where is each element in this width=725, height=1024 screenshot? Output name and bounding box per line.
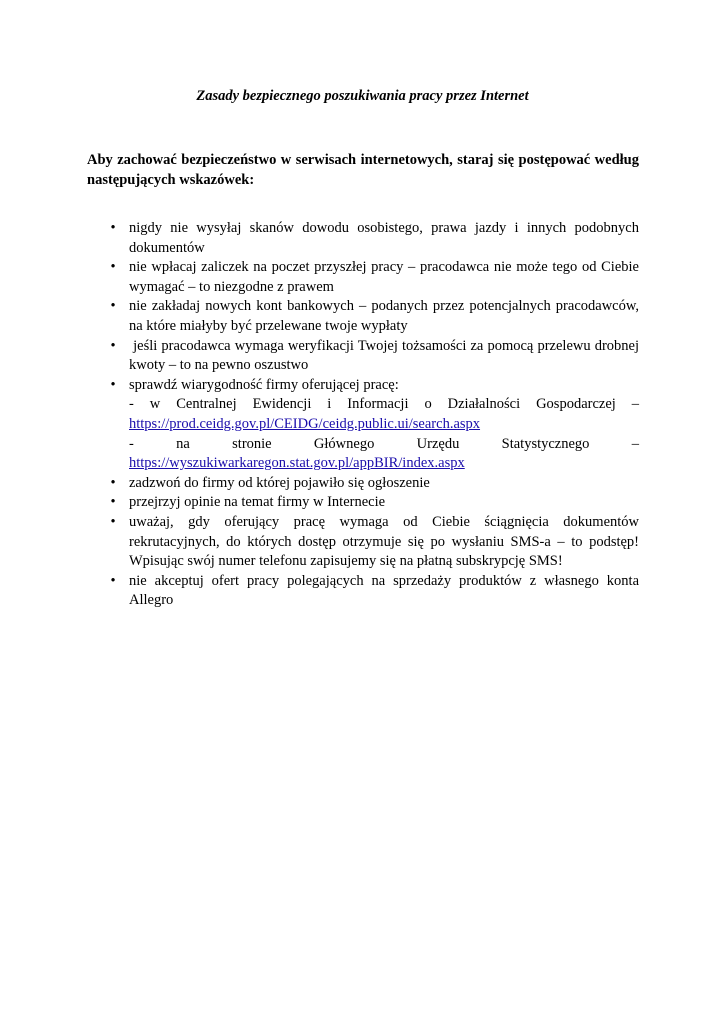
intro-paragraph: Aby zachować bezpieczeństwo w serwisach internetowych, staraj się postępować według następujących wskazówek: [87, 152, 639, 188]
gus-registry-text: - na stronie Głównego Urzędu Statystycznego – [129, 435, 639, 452]
list-item [87, 513, 639, 572]
list-item [87, 337, 643, 376]
bullet-icon: • [110, 474, 116, 491]
list-item [87, 297, 639, 336]
list-item-text: jeśli pracodawca wymaga weryfikacji Twojej tożsamości za pomocą przelewu drobnej kwoty – to na pewno oszustwo [129, 337, 643, 374]
list-item [87, 258, 639, 297]
list-item-text: nigdy nie wysyłaj skanów dowodu osobistego, prawa jazdy i innych podobnych dokumentów [129, 220, 639, 256]
document-title: Zasady bezpiecznego poszukiwania pracy przez Internet [196, 88, 529, 104]
tips-list [87, 219, 643, 611]
list-item [87, 493, 639, 513]
bullet-icon: • [110, 220, 116, 236]
bullet-icon: • [110, 376, 116, 393]
list-item-text: nie akceptuj ofert pracy polegających na sprzedaży produktów z własnego konta Allegro [129, 572, 639, 609]
bullet-icon: • [110, 513, 116, 530]
list-item-text: nie zakładaj nowych kont bankowych – podanych przez potencjalnych pracodawców, na które miałyby być przelewane twoje wypłaty [129, 298, 639, 334]
list-item-text: sprawdź wiarygodność firmy oferującej pracę: [129, 376, 399, 393]
bullet-icon: • [110, 337, 116, 354]
bullet-icon: • [110, 259, 116, 276]
list-item [87, 474, 639, 494]
list-item [87, 219, 639, 258]
list-item [87, 572, 639, 611]
regon-search-link[interactable]: https://wyszukiwarkaregon.stat.gov.pl/appBIR/index.aspx [129, 455, 465, 472]
list-item-text: nie wpłacaj zaliczek na poczet przyszłej pracy – pracodawca nie może tego od Ciebie wymagać – to niezgodne z prawem [129, 259, 639, 295]
bullet-icon: • [110, 298, 116, 315]
ceidg-registry-text: - w Centralnej Ewidencji i Informacji o Działalności Gospodarczej – [129, 396, 639, 413]
list-item [87, 376, 639, 474]
list-item-text: zadzwoń do firmy od której pojawiło się ogłoszenie [129, 474, 430, 491]
ceidg-search-link[interactable]: https://prod.ceidg.gov.pl/CEIDG/ceidg.public.ui/search.aspx [129, 415, 481, 432]
bullet-icon: • [110, 494, 116, 511]
list-item-text: przejrzyj opinie na temat firmy w Internecie [129, 494, 386, 511]
bullet-icon: • [110, 572, 116, 589]
list-item-text: uważaj, gdy oferujący pracę wymaga od Ciebie ściągnięcia dokumentów rekrutacyjnych, do których dostęp otrzymuje się po wysłaniu SMS-a – to podstęp! Wpisując swój numer telefonu zapisujemy się na płatną subskrypcję SMS! [129, 513, 639, 570]
